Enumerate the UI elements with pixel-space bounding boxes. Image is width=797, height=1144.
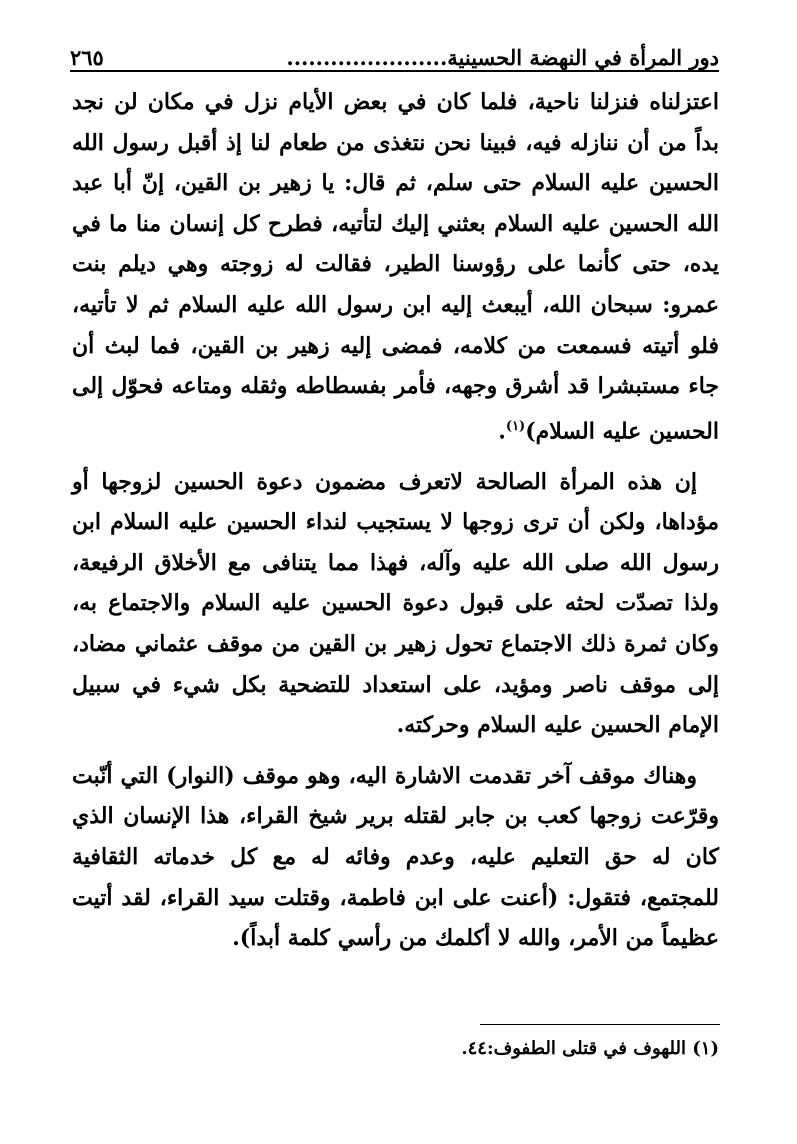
page-number: ٢٦٥ — [70, 45, 104, 70]
footnote: (١) اللهوف في قتلى الطفوف:٤٤. — [461, 1038, 719, 1059]
running-title: دور المرأة في النهضة الحسينية...................... — [286, 45, 719, 70]
paragraph-3: وهناك موقف آخر تقدمت الاشارة اليه، وهو موقف (النوار) التي أنّبت وقرّعت زوجها كعب بن جابر لقتله برير شيخ القراء، هذا الإنسان الذي كان له حق التعليم عليه، وعدم وفائه له مع كل خدماته الثقافية للمجتمع، فتقول: (أعنت على ابن فاطمة، وقتلت سيد القراء، لقد أتيت عظيماً من الأمر، والله لا أكلمك من رأسي كلمة أبداً). — [72, 762, 719, 952]
body-text — [72, 82, 719, 959]
footnote-marker: (١) — [505, 418, 526, 434]
header-rule — [70, 70, 719, 72]
paragraph-1: اعتزلناه فنزلنا ناحية، فلما كان في بعض الأيام نزل في مكان لن نجد بداً من أن ننازله فيه، فبينا نحن نتغذى من طعام لنا إذ أقبل رسول الله الحسين عليه السلام حتى سلم، ثم قال: يا زهير بن القين، إنّ أبا عبد الله الحسين عليه السلام بعثني إليك لتأتيه، فطرح كل إنسان منا ما في يده، حتى كأنما على رؤوسنا الطير، فقالت له زوجته وهي ديلم بنت عمرو: سبحان الله، أيبعث إليه ابن رسول الله عليه السلام ثم لا تأتيه، فلو أتيته فسمعت من كلامه، فمضى إليه زهير بن القين، فما لبث أن جاء مستبشرا قد أشرق وجهه، فأمر بفسطاطه وثقله ومتاعه فحوّل إلى الحسين عليه السلام)$^{(١)}$. — [72, 89, 719, 445]
page-header — [70, 34, 719, 70]
footnote-rule — [480, 1024, 720, 1025]
paragraph-2: إن هذه المرأة الصالحة لاتعرف مضمون دعوة الحسين لزوجها أو مؤداها، ولكن أن ترى زوجها لا يستجيب لنداء الحسين عليه السلام ابن رسول الله صلى الله عليه وآله، فهذا مما يتنافى مع الأخلاق الرفيعة، ولذا تصدّت لحثه على قبول دعوة الحسين عليه السلام والاجتماع به، وكان ثمرة ذلك الاجتماع تحول زهير بن القين من موقف عثماني مضاد، إلى موقف ناصر ومؤيد، على استعداد للتضحية بكل شيء في سبيل الإمام الحسين عليه السلام وحركته. — [72, 468, 719, 739]
